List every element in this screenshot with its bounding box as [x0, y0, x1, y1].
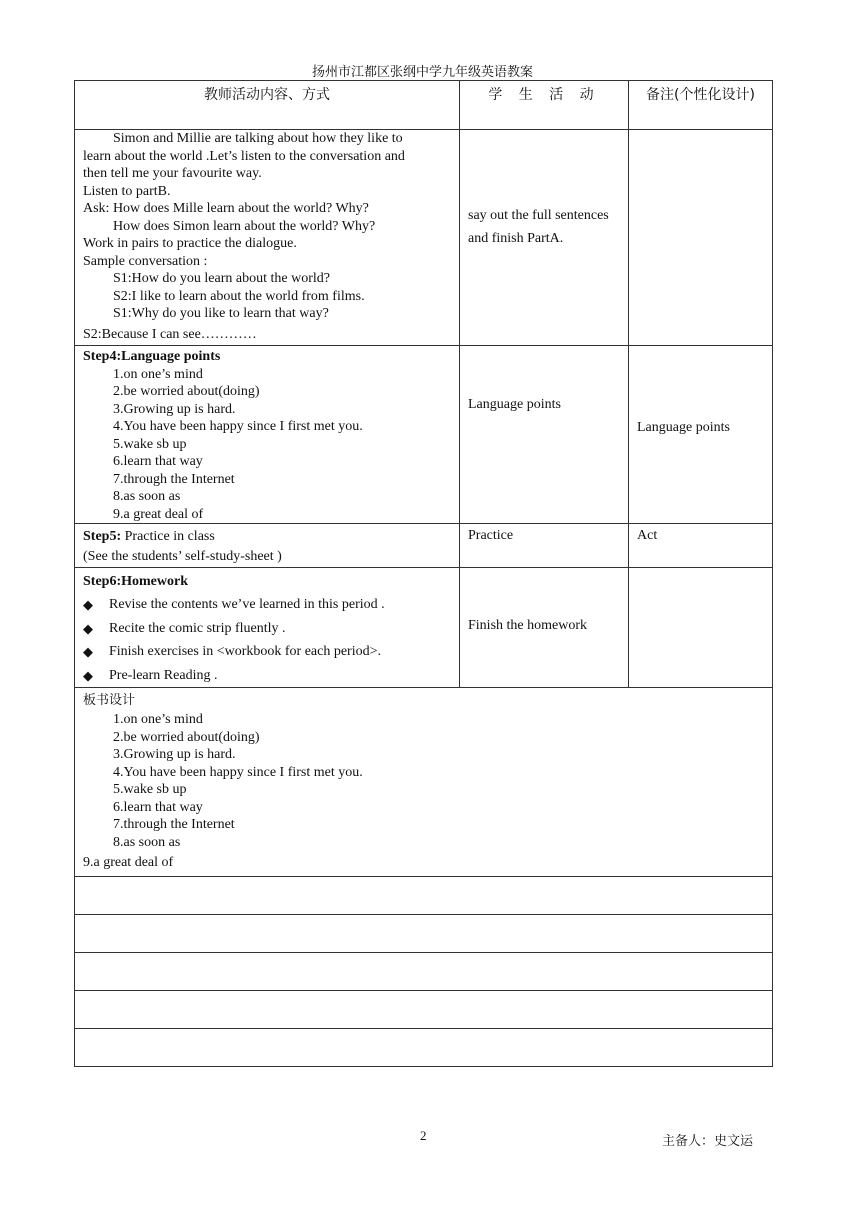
student-activity-cell [460, 568, 629, 688]
list-item: 9.a great deal of [113, 506, 204, 522]
text-line: Act [637, 528, 658, 543]
list-item: 8.as soon as [113, 834, 181, 850]
board-design-title: 板书设计 [83, 693, 136, 709]
list-item: 1.on one’s mind [113, 366, 203, 382]
table-row-board-design [75, 688, 773, 877]
text-line: Finish the homework [468, 618, 587, 633]
list-item: 6.learn that way [113, 454, 203, 469]
list-item: 1.on one’s mind [113, 712, 203, 728]
page-number: 2 [420, 1128, 427, 1143]
student-activity-cell [460, 130, 629, 346]
list-item: 7.through the Internet [113, 817, 235, 833]
table-row-empty [75, 1029, 773, 1067]
list-item [83, 640, 455, 663]
table-row-empty [75, 991, 773, 1029]
teacher-activity-cell [75, 130, 460, 346]
table-row-empty [75, 877, 773, 915]
list-item [83, 664, 455, 687]
diamond-bullet-icon: ◆ [83, 644, 93, 660]
list-item: 5.wake sb up [113, 436, 187, 452]
diamond-bullet-icon: ◆ [83, 667, 93, 683]
empty-cell [75, 953, 773, 991]
list-item: 3.Growing up is hard. [113, 401, 236, 417]
text-line: Sample conversation : [83, 253, 208, 269]
text-line: learn about the world .Let’s listen to the conversation and [83, 148, 405, 164]
text-line: Practice [468, 528, 514, 543]
table-row-conversation [75, 130, 773, 346]
list-item [83, 593, 455, 616]
list-item: 2.be worried about(doing) [113, 384, 260, 399]
list-item-text: Revise the contents we’ve learned in this period . [109, 597, 385, 613]
text-line: Language points [637, 420, 730, 435]
text-line: S2:Because I can see………… [83, 326, 257, 342]
column-header-students: 学 生 活 动 [460, 81, 629, 130]
step-heading: Step4:Language points [83, 349, 221, 364]
text-line: S1:Why do you like to learn that way? [113, 306, 329, 321]
empty-cell [75, 991, 773, 1029]
text-line: Simon and Millie are talking about how they like to [113, 131, 403, 146]
text-line: say out the full sentences [468, 208, 609, 223]
text-line: Work in pairs to practice the dialogue. [83, 236, 297, 251]
list-item: 5.wake sb up [113, 782, 187, 798]
text-line: S2:I like to learn about the world from films. [113, 288, 365, 304]
step-text: Practice in class [121, 529, 215, 544]
notes-cell [629, 568, 773, 688]
teacher-activity-cell [75, 346, 460, 524]
table-row-homework [75, 568, 773, 688]
text-line: Listen to partB. [83, 183, 171, 199]
empty-cell [75, 915, 773, 953]
diamond-bullet-icon: ◆ [83, 620, 93, 636]
preparer-label: 主备人：史文运 [662, 1134, 754, 1149]
list-item: 3.Growing up is hard. [113, 747, 236, 763]
text-line: then tell me your favourite way. [83, 166, 262, 181]
list-item [83, 617, 455, 640]
notes-cell [629, 346, 773, 524]
page-header-title: 扬州市江都区张纲中学九年级英语教案 [311, 65, 533, 80]
list-item: 2.be worried about(doing) [113, 729, 260, 745]
text-line: S1:How do you learn about the world? [113, 271, 330, 286]
text-line: Language points [468, 397, 561, 412]
text-line: and finish PartA. [468, 231, 564, 246]
notes-cell [629, 130, 773, 346]
list-item-text: Recite the comic strip fluently . [109, 620, 286, 636]
table-row-empty [75, 915, 773, 953]
list-item-text: Finish exercises in <workbook for each period>. [109, 644, 382, 660]
empty-cell [75, 1029, 773, 1067]
table-row-language-points [75, 346, 773, 524]
step-heading: Step6:Homework [83, 574, 188, 589]
step-label: Step5: [83, 529, 122, 544]
empty-cell [75, 877, 773, 915]
list-item: 8.as soon as [113, 489, 181, 504]
column-header-teacher: 教师活动内容、方式 [75, 81, 460, 130]
table-header-row [75, 81, 773, 130]
list-item-text: Pre-learn Reading . [109, 667, 218, 683]
list-item: 4.You have been happy since I first met you. [113, 764, 363, 780]
notes-cell [629, 524, 773, 568]
teacher-activity-cell [75, 524, 460, 568]
student-activity-cell [460, 346, 629, 524]
text-line: (See the students’ self-study-sheet ) [83, 549, 282, 564]
table-row-empty [75, 953, 773, 991]
text-line: Ask: How does Mille learn about the world? Why? [83, 201, 369, 216]
student-activity-cell [460, 524, 629, 568]
text-line: How does Simon learn about the world? Why? [113, 218, 376, 234]
list-item: 7.through the Internet [113, 471, 235, 487]
list-item: 9.a great deal of [83, 855, 174, 871]
list-item: 6.learn that way [113, 799, 203, 815]
teacher-activity-cell [75, 568, 460, 688]
lesson-plan-table [74, 80, 773, 1067]
column-header-notes: 备注(个性化设计) [629, 81, 773, 130]
table-row-practice [75, 524, 773, 568]
list-item: 4.You have been happy since I first met you. [113, 419, 363, 434]
step-heading [83, 527, 455, 547]
board-design-cell [75, 688, 773, 877]
diamond-bullet-icon: ◆ [83, 597, 93, 613]
